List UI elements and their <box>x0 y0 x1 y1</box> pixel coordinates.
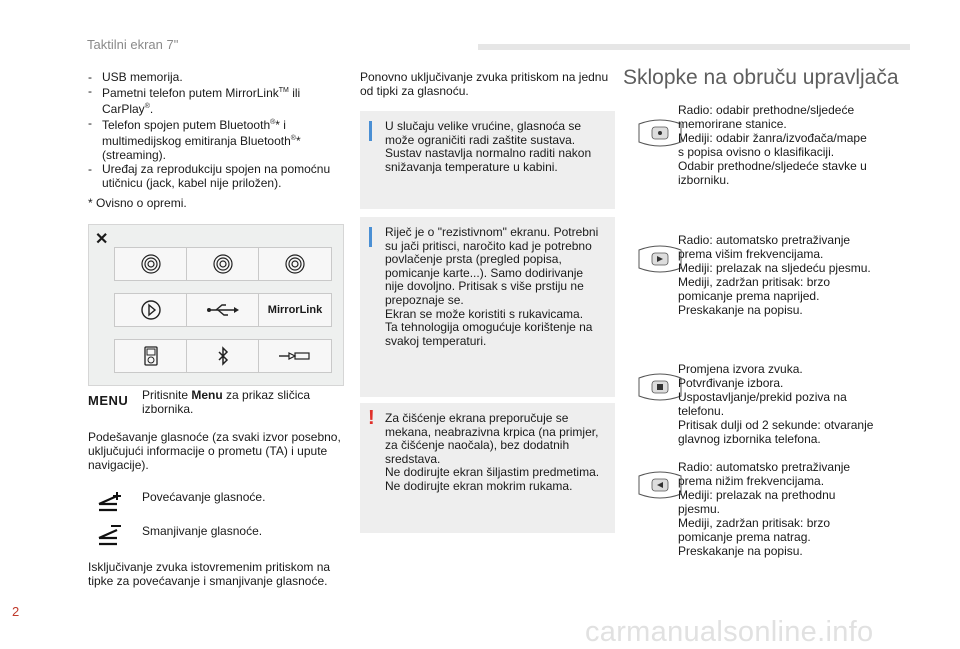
radio-tile[interactable] <box>114 247 188 281</box>
close-icon[interactable]: ✕ <box>95 231 109 248</box>
usb-icon <box>206 302 240 318</box>
bluetooth-tile[interactable] <box>186 339 260 373</box>
info-icon <box>369 227 372 247</box>
steering-switch-source-icon <box>637 372 683 402</box>
switch-description-3: Promjena izvora zvuka. Potvrđivanje izbora. Uspostavljanje/prekid poziva na telefonu. Pritisak dulji od 2 sekunde: otvaranje glavnog izbornika telefona. <box>678 362 874 446</box>
aux-tile[interactable] <box>258 339 332 373</box>
mirrorlink-label: MirrorLink <box>267 304 323 316</box>
jack-icon <box>277 350 313 362</box>
footnote: * Ovisno o opremi. <box>88 196 187 210</box>
watermark: carmanualsonline.info <box>585 616 874 648</box>
radio-icon <box>213 254 233 274</box>
steering-switch-seek-up-icon <box>637 244 683 274</box>
media-player-icon <box>144 346 158 366</box>
switch-description-2: Radio: automatsko pretraživanje prema višim frekvencijama. Mediji: prelazak na sljedeću pjesmu. Mediji, zadržan pritisak: brzo pomicanje prema naprijed. Preskakanje na popisu. <box>678 233 871 317</box>
section-heading: Sklopke na obruču upravljača <box>623 66 899 89</box>
volume-up-label: Povećavanje glasnoće. <box>142 490 266 504</box>
list-item: - USB memorija. <box>88 70 348 84</box>
menu-description: Pritisnite Menu za prikaz sličica izbornika. <box>142 388 311 416</box>
usb-tile[interactable] <box>186 293 260 327</box>
play-icon <box>140 299 162 321</box>
switch-description-4: Radio: automatsko pretraživanje prema nižim frekvencijama. Mediji: prelazak na prethodnu pjesmu. Mediji, zadržan pritisak: brzo pomicanje prema natrag. Preskakanje na popisu. <box>678 460 851 558</box>
radio-tile[interactable] <box>258 247 332 281</box>
unmute-paragraph: Ponovno uključivanje zvuka pritiskom na jednu od tipki za glasnoću. <box>360 70 609 98</box>
volume-up-icon <box>97 490 125 512</box>
warning-box-cleaning: ! Za čišćenje ekrana preporučuje se mekana, neabrazivna krpica (na primjer, za čišćenje naočala), bez dodatnih sredstava. Ne dodirujte ekran šiljastim predmetima. Ne dodirujte ekran mokrim rukama. <box>360 403 615 533</box>
play-tile[interactable] <box>114 293 188 327</box>
radio-icon <box>141 254 161 274</box>
ipod-tile[interactable] <box>114 339 188 373</box>
list-item: - Telefon spojen putem Bluetooth®* i multimedijskog emitiranja Bluetooth®* (streaming). <box>88 116 348 162</box>
volume-paragraph: Podešavanje glasnoće (za svaki izvor posebno, uključujući informacije o prometu (TA) i upute navigacije). <box>88 430 341 472</box>
bluetooth-icon <box>216 346 230 366</box>
info-box-resistive: Riječ je o "rezistivnom" ekranu. Potrebni su jači pritisci, naročito kad je potrebno povlačenje prsta (pregled popisa, pomicanje karte...). Samo dodirivanje nije dovoljno. Pritisak s više prstiju ne prepoznaje se. Ekran se može koristiti s rukavicama. Ta tehnologija omogućuje korištenje na svakoj temperaturi. <box>360 217 615 397</box>
mute-paragraph: Isključivanje zvuka istovremenim pritiskom na tipke za povećavanje i smanjivanje glasnoće. <box>88 560 331 588</box>
info-icon <box>369 121 372 141</box>
source-list <box>88 70 348 190</box>
info-box-heat: U slučaju velike vrućine, glasnoća se može ograničiti radi zaštite sustava. Sustav nastavlja normalno raditi nakon snižavanja temperature u kabini. <box>360 111 615 209</box>
mirrorlink-tile[interactable] <box>258 293 332 327</box>
steering-switch-left-thumbwheel-icon <box>637 118 683 148</box>
page-header-title: Taktilni ekran 7" <box>87 37 179 52</box>
list-item: - Uređaj za reprodukciju spojen na pomoćnu utičnicu (jack, kabel nije priložen). <box>88 162 348 190</box>
warning-icon: ! <box>368 407 375 429</box>
header-rule <box>478 44 910 50</box>
steering-switch-seek-down-icon <box>637 470 683 500</box>
radio-tile[interactable] <box>186 247 260 281</box>
radio-icon <box>285 254 305 274</box>
volume-down-icon <box>97 524 125 546</box>
page-number: 2 <box>12 604 20 619</box>
list-item: - Pametni telefon putem MirrorLink™ ili CarPlay®. <box>88 84 348 116</box>
volume-down-label: Smanjivanje glasnoće. <box>142 524 263 538</box>
source-menu-screen <box>88 224 344 386</box>
switch-description-1: Radio: odabir prethodne/sljedeće memorirane stanice. Mediji: odabir žanra/izvođača/mape s popisa ovisno o klasifikaciji. Odabir prethodne/sljedeće stavke u izborniku. <box>678 103 867 187</box>
menu-key: MENU <box>88 393 129 408</box>
